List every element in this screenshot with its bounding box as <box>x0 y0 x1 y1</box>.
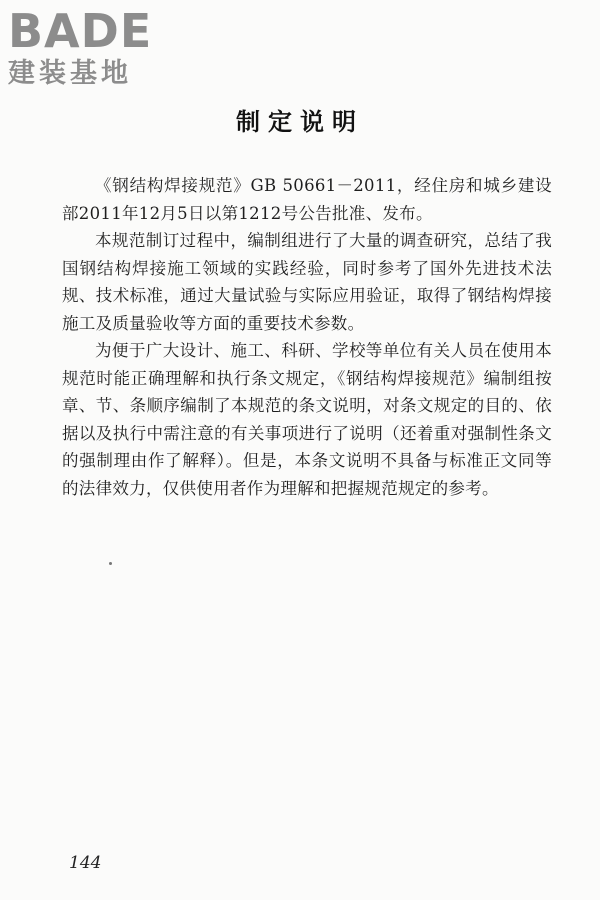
bade-logo <box>8 6 178 90</box>
page-title: 制定说明 <box>236 107 364 136</box>
logo-wordmark: BADE <box>8 4 153 58</box>
logo-subtitle: 建装基地 <box>8 58 132 89</box>
paragraph-approval: 《钢结构焊接规范》GB 50661－2011，经住房和城乡建设部2011年12月5日以第1212号公告批准、发布。 <box>62 176 552 223</box>
page-number: 144 <box>69 853 102 873</box>
paragraph-purpose: 为便于广大设计、施工、科研、学校等单位有关人员在使用本规范时能正确理解和执行条文规定，《钢结构焊接规范》编制组按章、节、条顺序编制了本规范的条文说明，对条文规定的目的、依据以及执行中需注意的有关事项进行了说明（还着重对强制性条文的强制理由作了解释）。但是，本条文说明不具备与标准正文同等的法律效力，仅供使用者作为理解和把握规范规定的参考。 <box>62 341 552 498</box>
paragraph-process: 本规范制订过程中，编制组进行了大量的调查研究，总结了我国钢结构焊接施工领域的实践经验，同时参考了国外先进技术法规、技术标准，通过大量试验与实际应用验证，取得了钢结构焊接施工及质量验收等方面的重要技术参数。 <box>62 231 552 333</box>
body-text <box>62 172 552 502</box>
print-speck <box>109 562 112 565</box>
